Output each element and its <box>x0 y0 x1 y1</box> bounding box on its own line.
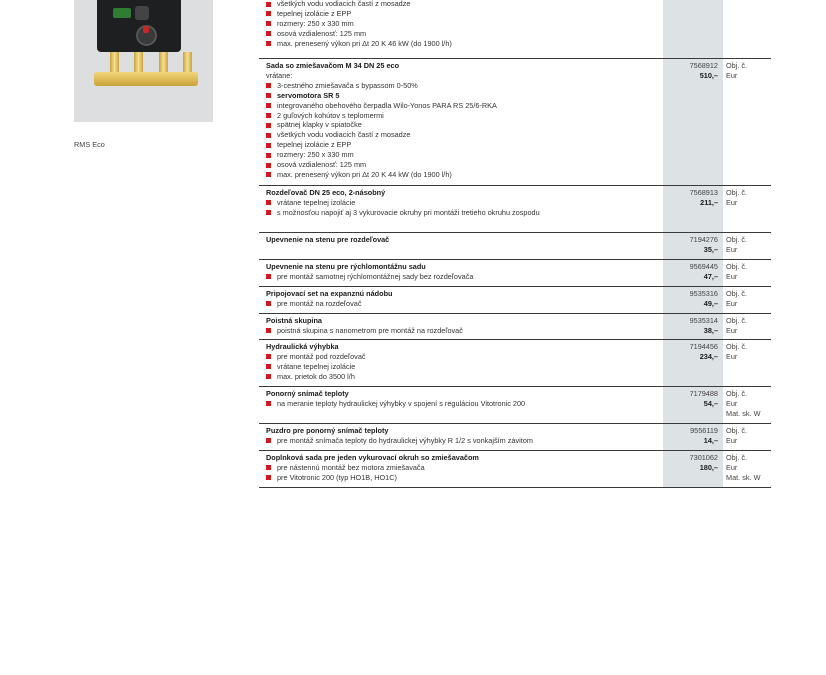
product-title: Puzdro pre ponorný snímač teploty <box>266 426 389 435</box>
list-item: 3-cestného zmiešavača s bypassom 0-50% <box>266 81 661 91</box>
product-description <box>266 389 661 409</box>
unit-label: Obj. č. <box>726 61 748 70</box>
order-number: 7301062 <box>689 453 718 462</box>
unit-label: Obj. č. <box>726 262 748 271</box>
mixer-knob-icon <box>136 25 157 46</box>
product-title: Ponorný snímač teploty <box>266 389 349 398</box>
unit-label: Mat. sk. W <box>726 472 761 482</box>
product-title: Hydraulická výhybka <box>266 342 339 351</box>
order-number: 9535314 <box>689 316 718 325</box>
bottom-rule <box>259 487 771 488</box>
list-item: tepelnej izolácie z EPP <box>266 140 661 150</box>
price: 211,– <box>700 197 718 207</box>
product-title: Poistná skupina <box>266 316 322 325</box>
list-item: pre nástennú montáž bez motora zmiešavača <box>266 463 661 473</box>
price: 510,– <box>699 70 718 80</box>
list-item: 2 guľových kohútov s teplomermi <box>266 111 661 121</box>
order-number: 9535316 <box>689 289 718 298</box>
unit-labels <box>726 289 771 309</box>
price: 14,– <box>703 435 718 445</box>
order-info <box>628 453 718 473</box>
list-item: rozmery: 250 x 330 mm <box>266 150 661 160</box>
order-info <box>628 235 718 255</box>
list-item: s možnosťou napojiť aj 3 vykurovacie okruhy pri montáži tretieho okruhu zospodu <box>266 208 661 218</box>
product-title: Rozdeľovač DN 25 eco, 2-násobný <box>266 188 386 197</box>
list-item: vrátane tepelnej izolácie <box>266 362 661 372</box>
product-description <box>266 188 661 218</box>
unit-labels <box>726 342 771 362</box>
product-description <box>266 426 661 446</box>
product-description <box>266 235 661 245</box>
mixer-unit-illustration <box>97 0 181 52</box>
photo-caption: RMS Eco <box>74 140 105 149</box>
manifold-icon <box>94 72 198 86</box>
list-item: všetkých vodu vodiacich častí z mosadze <box>266 130 661 140</box>
row-divider <box>259 339 771 340</box>
unit-label: Eur <box>726 197 738 207</box>
unit-label: Obj. č. <box>726 426 748 435</box>
order-number: 7194276 <box>689 235 718 244</box>
product-description <box>266 316 661 336</box>
price: 49,– <box>703 298 718 308</box>
list-item: tepelnej izolácie z EPP <box>266 9 661 19</box>
unit-label: Obj. č. <box>726 316 748 325</box>
list-item: spätnej klapky v spiatočke <box>266 120 661 130</box>
product-title: Upevnenie na stenu pre rýchlomontážnu sadu <box>266 262 426 271</box>
product-title: Doplnková sada pre jeden vykurovací okruh so zmiešavačom <box>266 453 479 462</box>
list-item: rozmery: 250 x 330 mm <box>266 19 661 29</box>
price: 180,– <box>699 462 718 472</box>
row-divider <box>259 232 771 233</box>
valve-icon <box>135 6 149 20</box>
order-info <box>628 262 718 282</box>
list-item: max. prenesený výkon pri Δt 20 K 46 kW (do 1900 l/h) <box>266 39 661 49</box>
list-item: integrovaného obehového čerpadla Wilo-Yonos PARA RS 25/6-RKA <box>266 101 661 111</box>
row-divider <box>259 58 771 59</box>
price: 54,– <box>703 398 718 408</box>
pump-icon <box>113 8 131 18</box>
order-info <box>628 316 718 336</box>
product-description <box>266 61 661 180</box>
unit-labels <box>726 188 771 208</box>
row-divider <box>259 450 771 451</box>
product-note: vrátane: <box>266 70 293 80</box>
order-number: 9569445 <box>689 262 718 271</box>
row-divider <box>259 286 771 287</box>
unit-labels <box>726 389 771 419</box>
row-divider <box>259 386 771 387</box>
unit-labels <box>726 453 771 483</box>
unit-label: Obj. č. <box>726 389 748 398</box>
unit-label: Obj. č. <box>726 188 748 197</box>
list-item: pre Vitotronic 200 (typ HO1B, HO1C) <box>266 473 661 483</box>
list-item: servomotora SR 5 <box>266 91 661 101</box>
unit-label: Eur <box>726 398 738 408</box>
product-title: Upevnenie na stenu pre rozdeľovač <box>266 235 390 244</box>
unit-labels <box>726 61 771 81</box>
list-item: max. prenesený výkon pri Δt 20 K 44 kW (do 1900 l/h) <box>266 170 661 180</box>
product-description <box>266 453 661 483</box>
top-entry-continuation <box>266 0 661 49</box>
product-photo <box>74 0 213 122</box>
order-info <box>628 426 718 446</box>
unit-labels <box>726 262 771 282</box>
unit-labels <box>726 235 771 255</box>
order-info <box>628 289 718 309</box>
unit-label: Eur <box>726 244 738 254</box>
unit-label: Obj. č. <box>726 453 748 462</box>
row-divider <box>259 259 771 260</box>
list-item: na meranie teploty hydraulickej výhybky v spojení s reguláciou Vitotronic 200 <box>266 399 661 409</box>
order-number: 7194456 <box>689 342 718 351</box>
order-number: 7179488 <box>689 389 718 398</box>
unit-label: Eur <box>726 271 738 281</box>
order-info <box>628 188 718 208</box>
price: 47,– <box>703 271 718 281</box>
list-item: osová vzdialenosť: 125 mm <box>266 29 661 39</box>
list-item: osová vzdialenosť: 125 mm <box>266 160 661 170</box>
unit-label: Eur <box>726 325 738 335</box>
row-divider <box>259 185 771 186</box>
unit-label: Mat. sk. W <box>726 408 761 418</box>
unit-label: Eur <box>726 462 738 472</box>
unit-label: Eur <box>726 70 738 80</box>
unit-label: Eur <box>726 435 738 445</box>
product-description <box>266 289 661 309</box>
unit-label: Eur <box>726 298 738 308</box>
unit-label: Obj. č. <box>726 342 748 351</box>
list-item: pre montáž na rozdeľovač <box>266 299 661 309</box>
price: 35,– <box>703 244 718 254</box>
unit-labels <box>726 426 771 446</box>
list-item: max. prietok do 3500 l/h <box>266 372 661 382</box>
price: 234,– <box>699 351 718 361</box>
list-item: poistná skupina s nanometrom pre montáž na rozdeľovač <box>266 326 661 336</box>
list-item: všetkých vodu vodiacich častí z mosadze <box>266 0 661 9</box>
product-title: Pripojovací set na expanznú nádobu <box>266 289 393 298</box>
list-item: pre montáž snímača teploty do hydraulickej výhybky R 1/2 s vonkajším závitom <box>266 436 661 446</box>
product-title: Sada so zmiešavačom M 34 DN 25 eco <box>266 61 400 70</box>
list-item: pre montáž pod rozdeľovač <box>266 352 661 362</box>
order-info <box>628 61 718 81</box>
product-description <box>266 262 661 282</box>
unit-label: Eur <box>726 351 738 361</box>
row-divider <box>259 423 771 424</box>
order-number: 9556119 <box>690 426 718 435</box>
row-divider <box>259 313 771 314</box>
unit-label: Obj. č. <box>726 235 748 244</box>
unit-label: Obj. č. <box>726 289 748 298</box>
product-description <box>266 342 661 382</box>
order-number: 7568912 <box>689 61 718 70</box>
unit-labels <box>726 316 771 336</box>
order-info <box>628 389 718 409</box>
order-number: 7568913 <box>689 188 718 197</box>
list-item: vrátane tepelnej izolácie <box>266 198 661 208</box>
list-item: pre montáž samotnej rýchlomontážnej sady bez rozdeľovača <box>266 272 661 282</box>
order-info <box>628 342 718 362</box>
price: 38,– <box>703 325 718 335</box>
